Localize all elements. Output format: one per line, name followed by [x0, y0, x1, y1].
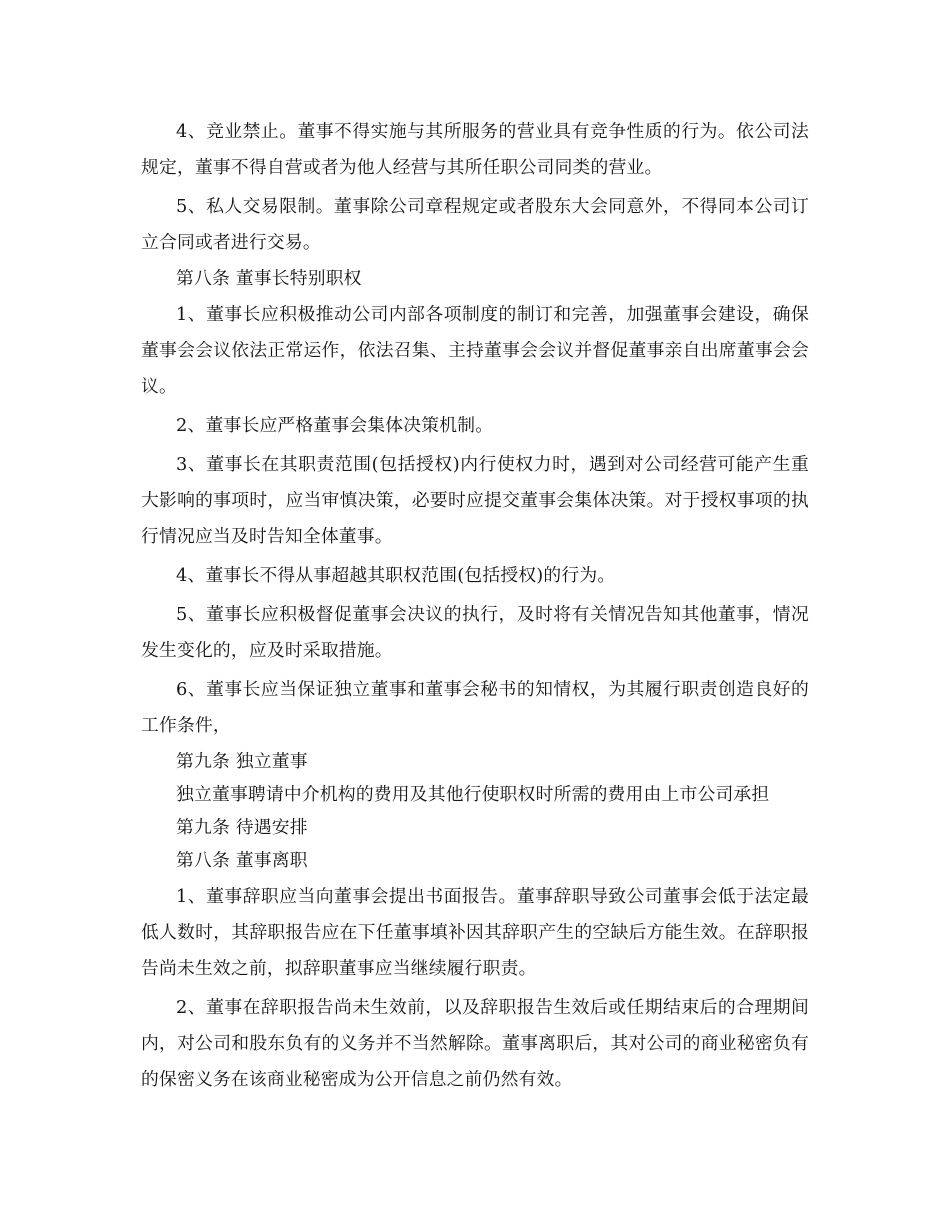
paragraph-independent-director-fees: 独立董事聘请中介机构的费用及其他行使职权时所需的费用由上市公司承担 [176, 784, 770, 805]
paragraph-non-compete: 4、竞业禁止。董事不得实施与其所服务的营业具有竞争性质的行为。依公司法规定，董事不得自营或者为他人经营与其所任职公司同类的营业。 [141, 121, 809, 178]
section-heading-article-8-resignation: 第八条 董事离职 [176, 850, 308, 871]
section-heading-article-8-chairman: 第八条 董事长特别职权 [176, 268, 362, 289]
paragraph-resignation-2: 2、董事在辞职报告尚未生效前，以及辞职报告生效后或任期结束后的合理期间内，对公司和股东负有的义务并不当然解除。董事离职后，其对公司的商业秘密负有的保密义务在该商业秘密成为公开信息之前仍然有效。 [141, 997, 809, 1090]
section-heading-article-9-compensation: 第九条 待遇安排 [176, 817, 308, 838]
paragraph-chairman-4: 4、董事长不得从事超越其职权范围(包括授权)的行为。 [176, 565, 616, 586]
paragraph-private-transaction: 5、私人交易限制。董事除公司章程规定或者股东大会同意外，不得同本公司订立合同或者进行交易。 [141, 196, 809, 253]
paragraph-resignation-1: 1、董事辞职应当向董事会提出书面报告。董事辞职导致公司董事会低于法定最低人数时，其辞职报告应在下任董事填补因其辞职产生的空缺后方能生效。在辞职报告尚未生效之前，拟辞职董事应当继续履行职责。 [141, 886, 809, 979]
section-heading-article-9-independent: 第九条 独立董事 [176, 751, 308, 772]
paragraph-chairman-5: 5、董事长应积极督促董事会决议的执行，及时将有关情况告知其他董事，情况发生变化的，应及时采取措施。 [141, 604, 809, 661]
paragraph-chairman-6: 6、董事长应当保证独立董事和董事会秘书的知情权，为其履行职责创造良好的工作条件， [141, 679, 809, 736]
paragraph-chairman-2: 2、董事长应严格董事会集体决策机制。 [176, 415, 494, 436]
paragraph-chairman-3: 3、董事长在其职责范围(包括授权)内行使权力时，遇到对公司经营可能产生重大影响的事项时，应当审慎决策，必要时应提交董事会集体决策。对于授权事项的执行情况应当及时告知全体董事。 [141, 454, 809, 547]
paragraph-chairman-1: 1、董事长应积极推动公司内部各项制度的制订和完善，加强董事会建设，确保董事会会议依法正常运作，依法召集、主持董事会会议并督促董事亲自出席董事会会议。 [141, 304, 809, 397]
document-body [141, 114, 809, 1101]
